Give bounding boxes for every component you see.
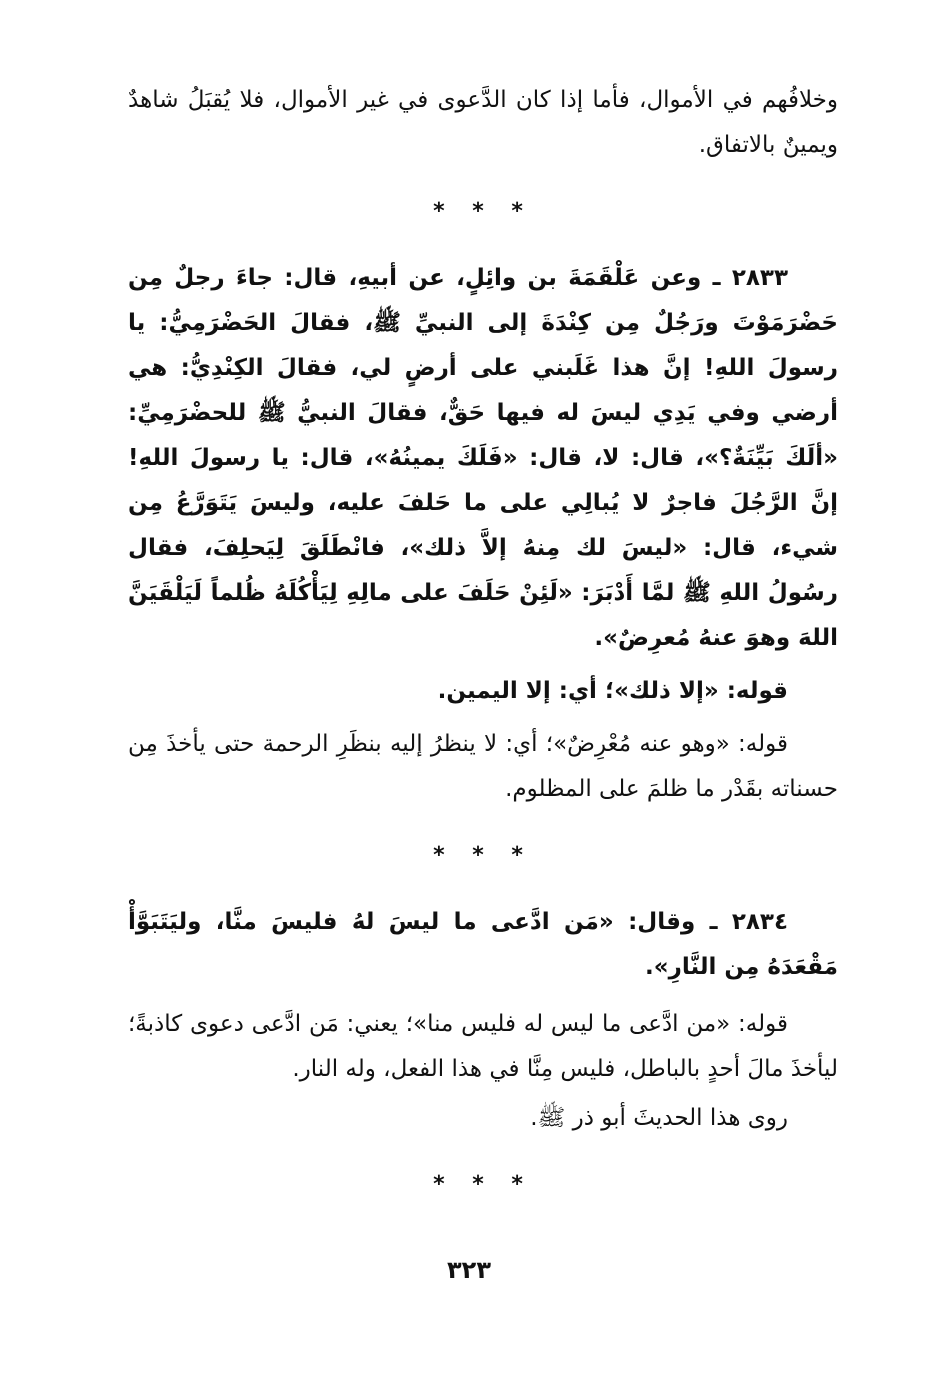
- paragraph-continuation: وخلافُهم في الأموال، فأما إذا كان الدَّعوى في غير الأموال، فلا يُقبَلُ شاهدٌ ويمينٌ بالاتفاق.: [128, 87, 838, 158]
- page-number: ٣٢٣: [447, 1256, 491, 1284]
- section-separator: * * *: [433, 1172, 533, 1197]
- commentary-text: قوله: «إلا ذلك»؛ أي: إلا اليمين.: [437, 678, 788, 704]
- commentary-man-iddaa: قوله: «من ادَّعى ما ليس له فليس منا»؛ يعني: مَن ادَّعى دعوى كاذبةً؛ ليأخذَ مالَ أحدٍ بالباطل، فليس مِنَّا في هذا الفعل، وله النار.: [128, 1011, 838, 1082]
- section-separator: * * *: [433, 843, 533, 868]
- page-body: [128, 78, 838, 1205]
- narrator-note: روى هذا الحديثَ أبو ذر ﷺ.: [530, 1105, 788, 1131]
- section-separator: * * *: [433, 199, 533, 224]
- hadith-2834: ٢٨٣٤ ـ وقال: «مَن ادَّعى ما ليسَ لهُ فليسَ منَّا، وليَتَبَوَّأْ مَقْعَدَهُ مِن النَّارِ».: [128, 909, 838, 980]
- hadith-2833: ٢٨٣٣ ـ وعن عَلْقَمَةَ بن وائِلٍ، عن أبيهِ، قال: جاءَ رجلٌ مِن حَضْرَمَوْتَ ورَجُلٌ مِن كِنْدَةَ إلى النبيِّ ﷺ، فقالَ الحَضْرَمِيُّ: يا رسولَ اللهِ! إنَّ هذا غَلَبني على أرضٍ لي، فقالَ الكِنْدِيُّ: هي أرضي وفي يَدِي ليسَ له فيها حَقٌّ، فقالَ النبيُّ ﷺ للحضْرَمِيِّ: «ألَكَ بَيِّنَةٌ؟»، قال: لا، قال: «فَلَكَ يمينُهُ»، قال: يا رسولَ اللهِ! إنَّ الرَّجُلَ فاجرٌ لا يُبالِي على ما حَلفَ عليه، وليسَ يَتَوَرَّعُ مِن شيء، قال: «ليسَ لك مِنهُ إلاَّ ذلك»، فانْطَلَقَ لِيَحلِفَ، فقال رسُولُ اللهِ ﷺ لمَّا أَدْبَرَ: «لَئِنْ حَلَفَ على مالِهِ لِيَأْكُلَهُ ظُلماً لَيَلْقَيَنَّ اللهَ وهوَ عنهُ مُعرِضٌ».: [128, 265, 838, 651]
- commentary-illa-dhalik: [128, 669, 838, 714]
- commentary-muarid: قوله: «وهو عنه مُعْرِضٌ»؛ أي: لا ينظرُ إليه بنظَرِ الرحمة حتى يأخذَ مِن حسناته بقَدْر ما ظلمَ على المظلوم.: [128, 731, 838, 802]
